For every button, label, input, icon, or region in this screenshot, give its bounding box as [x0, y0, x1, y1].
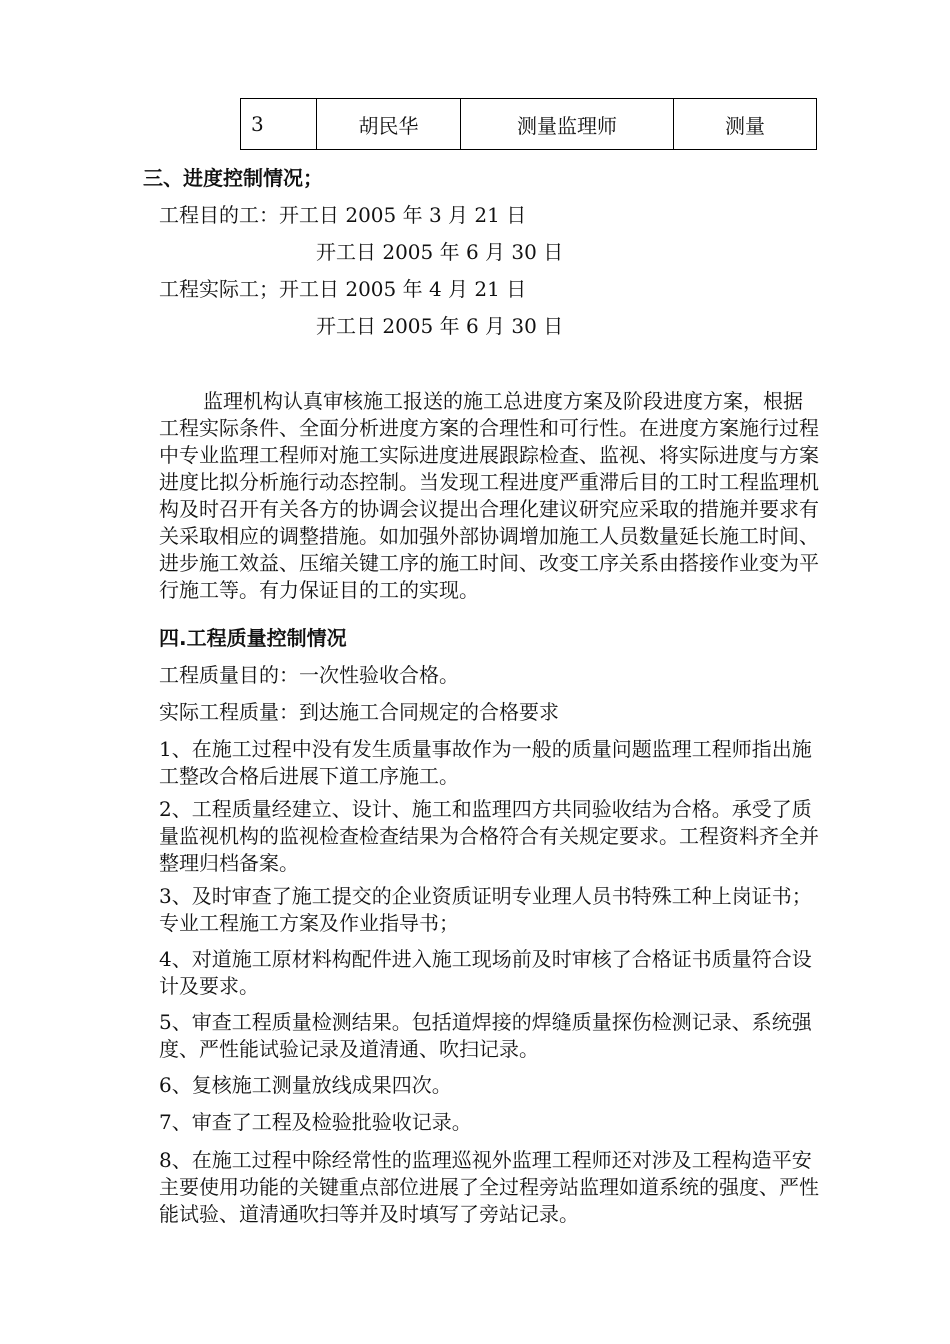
quality-item: 6、复核施工测量放线成果四次。	[159, 1073, 452, 1097]
quality-item: 1、在施工过程中没有发生质量事故作为一般的质量问题监理工程师指出施工整改合格后进展下道工序施工。	[159, 737, 812, 788]
progress-control-paragraph: 监理机构认真审核施工报送的施工总进度方案及阶段进度方案，根据工程实际条件、全面分析进度方案的合理性和可行性。在进度方案施行过程中专业监理工程师对施工实际进度进展跟踪检查、监视、将实际进度与方案进度比拟分析施行动态控制。当发现工程进度严重滞后目的工时工程监理机构及时召开有关各方的协调会议提出合理化建议研究应采取的措施并要求有关采取相应的调整措施。如加强外部协调增加施工人员数量延长施工时间、进步施工效益、压缩关键工序的施工时间、改变工序关系由搭接作业变为平行施工等。有力保证目的工的实现。	[159, 389, 819, 602]
quality-actual: 实际工程质量：到达施工合同规定的合格要求	[159, 700, 559, 724]
quality-item: 4、对道施工原材料构配件进入施工现场前及时审核了合格证书质量符合设计及要求。	[159, 947, 812, 998]
quality-item: 2、工程质量经建立、设计、施工和监理四方共同验收结为合格。承受了质量监视机构的监视检查检查结果为合格符合有关规定要求。工程资料齐全并整理归档备案。	[159, 797, 819, 875]
plan-line-1: 工程目的工：开工日 2005 年 3 月 21 日	[159, 203, 527, 227]
staff-name: 胡民华	[317, 99, 461, 150]
section-3-heading: 三、进度控制情况；	[143, 166, 323, 190]
row-number: 3	[241, 99, 317, 150]
quality-target: 工程质量目的：一次性验收合格。	[159, 663, 459, 687]
quality-item: 7、审查了工程及检验批验收记录。	[159, 1110, 472, 1134]
staff-duty: 测量	[674, 99, 817, 150]
actual-line-2: 开工日 2005 年 6 月 30 日	[316, 314, 564, 338]
table-row	[241, 99, 817, 150]
quality-item: 3、及时审查了施工提交的企业资质证明专业理人员书特殊工种上岗证书；专业工程施工方案及作业指导书；	[159, 884, 812, 935]
plan-line-2: 开工日 2005 年 6 月 30 日	[316, 240, 564, 264]
staff-table	[240, 98, 817, 150]
quality-item: 8、在施工过程中除经常性的监理巡视外监理工程师还对涉及工程构造平安主要使用功能的关键重点部位进展了全过程旁站监理如道系统的强度、严性能试验、道清通吹扫等并及时填写了旁站记录。	[159, 1148, 819, 1226]
section-4-heading: 四.工程质量控制情况	[159, 626, 347, 650]
quality-item: 5、审查工程质量检测结果。包括道焊接的焊缝质量探伤检测记录、系统强度、严性能试验记录及道清通、吹扫记录。	[159, 1010, 812, 1061]
actual-line-1: 工程实际工；开工日 2005 年 4 月 21 日	[159, 277, 527, 301]
staff-role: 测量监理师	[461, 99, 674, 150]
